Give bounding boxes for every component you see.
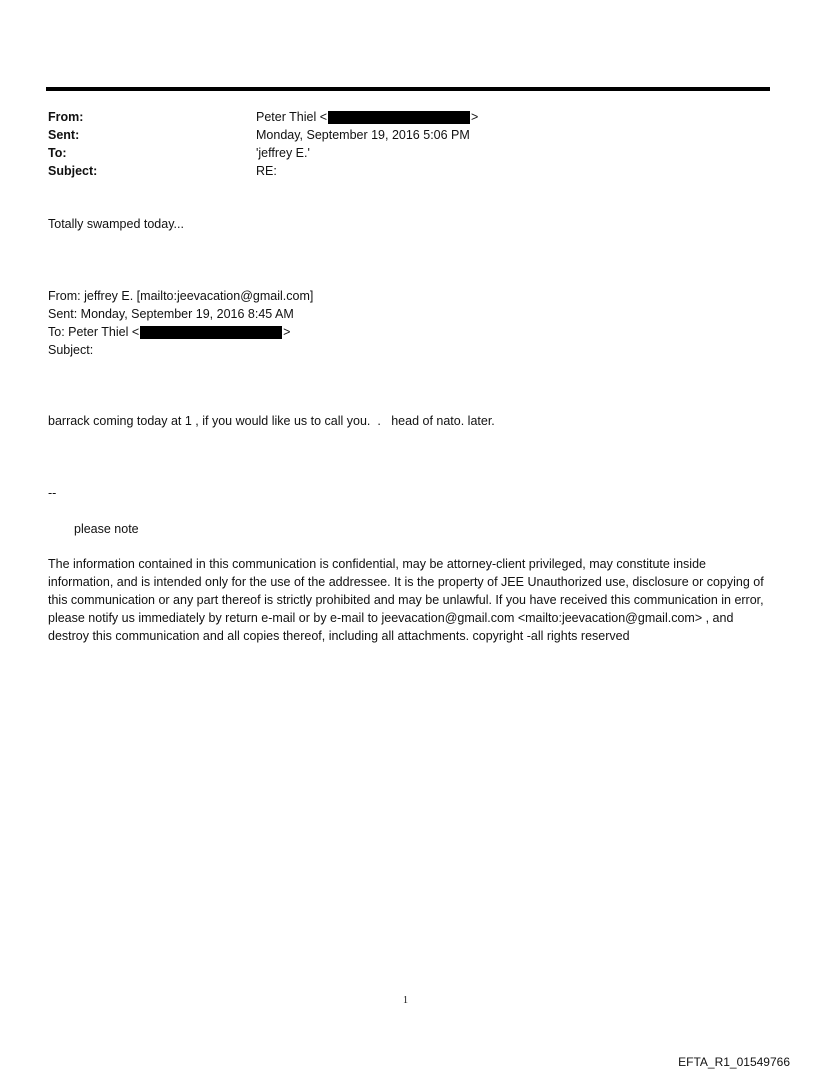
- to-value: 'jeffrey E.': [256, 146, 310, 160]
- to-row: [48, 144, 478, 162]
- message-body: barrack coming today at 1 , if you would like us to call you. . head of nato. later.: [48, 414, 495, 428]
- quoted-to-suffix: >: [283, 325, 291, 339]
- please-note: please note: [74, 522, 139, 536]
- redaction-block: [140, 326, 282, 339]
- subject-value: RE:: [256, 164, 277, 178]
- to-label: To:: [48, 146, 67, 160]
- quoted-from-line: From: jeffrey E. [mailto:jeevacation@gmail.com]: [48, 289, 314, 303]
- from-value-prefix: Peter Thiel <: [256, 110, 327, 124]
- page-number: 1: [403, 995, 408, 1006]
- redaction-block: [328, 111, 470, 124]
- header-divider: [46, 87, 770, 91]
- sent-label: Sent:: [48, 128, 80, 142]
- quoted-to-line: [48, 323, 313, 341]
- subject-row: [48, 162, 478, 180]
- from-value: [256, 108, 478, 126]
- from-value-suffix: >: [471, 110, 479, 124]
- sent-value: Monday, September 19, 2016 5:06 PM: [256, 128, 470, 142]
- sent-row: [48, 126, 478, 144]
- document-id: EFTA_R1_01549766: [678, 1055, 790, 1069]
- from-row: [48, 108, 478, 126]
- from-label: From:: [48, 110, 84, 124]
- confidentiality-disclaimer: The information contained in this communication is confidential, may be attorney-client privileged, may constitute inside information, and is intended only for the use of the addressee. It is the property of JEE Unauthorized use, disclosure or copying of this communication or any part thereof is strictly prohibited and may be unlawful. If you have received this communication in error, please notify us immediately by return e-mail or by e-mail to jeevacation@gmail.com <mailto:jeevacation@gmail.com> , and destroy this communication and all copies thereof, including all attachments. copyright -all rights reserved: [48, 557, 764, 643]
- quoted-to-prefix: To: Peter Thiel <: [48, 325, 140, 339]
- reply-body: Totally swamped today...: [48, 217, 184, 231]
- quoted-header: [48, 287, 313, 359]
- quoted-sent-line: Sent: Monday, September 19, 2016 8:45 AM: [48, 307, 294, 321]
- signature-separator: --: [48, 486, 57, 500]
- email-header: [48, 108, 478, 180]
- subject-label: Subject:: [48, 164, 98, 178]
- quoted-subject-line: Subject:: [48, 343, 94, 357]
